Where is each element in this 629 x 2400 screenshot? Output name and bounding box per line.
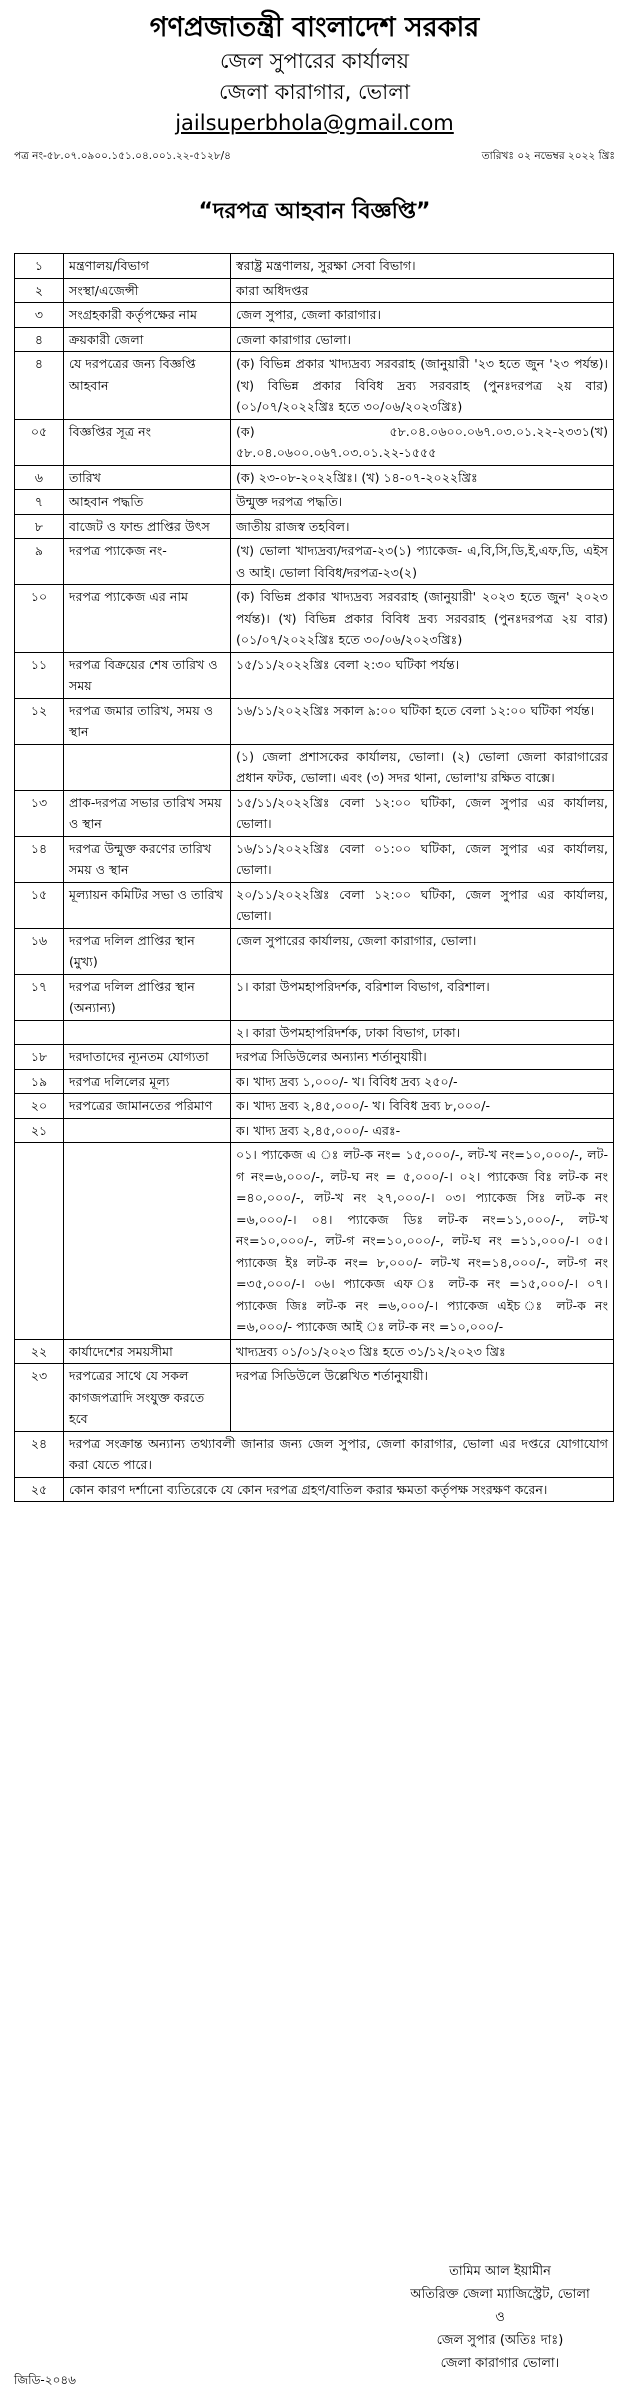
row-label: তারিখ [64,465,231,490]
row-label: দরপত্র উন্মুক্ত করণের তারিখ সময় ও স্থান [64,836,231,882]
row-label: বিজ্ঞপ্তির সূত্র নং [64,419,231,465]
row-value: জাতীয় রাজস্ব তহবিল। [231,514,614,539]
row-value: ১৫/১১/২০২২খ্রিঃ বেলা ২:৩০ ঘটিকা পর্যন্ত। [231,652,614,698]
row-number [15,1020,64,1045]
row-number: ২৩ [15,1364,64,1432]
table-row [15,514,614,539]
table-row [15,1339,614,1364]
letterhead [12,10,617,139]
row-value: ক। খাদ্য দ্রব্য ২,৪৫,০০০/- খ। বিবিধ দ্রব্য ৮,০০০/- [231,1094,614,1119]
row-number: ২৫ [15,1477,64,1502]
table-row [15,928,614,974]
row-value: ২। কারা উপমহাপরিদর্শক, ঢাকা বিভাগ, ঢাকা। [231,1020,614,1045]
table-row [15,882,614,928]
table-row [15,465,614,490]
row-value: জেল সুপারের কার্যালয়, জেলা কারাগার, ভোলা। [231,928,614,974]
table-row [15,1364,614,1432]
row-label [64,1020,231,1045]
signature-block [380,2260,620,2375]
table-row [15,1045,614,1070]
row-value: ১। কারা উপমহাপরিদর্শক, বরিশাল বিভাগ, বরিশাল। [231,974,614,1020]
signatory-name: তামিম আল ইয়ামীন [449,2264,551,2279]
office-name: জেল সুপারের কার্যালয় [219,49,410,73]
table-row [15,1020,614,1045]
row-label: দরপত্র দলিল প্রাপ্তির স্থান (অন্যান্য) [64,974,231,1020]
table-row [15,1094,614,1119]
table-row [15,419,614,465]
office-location: জেলা কারাগার, ভোলা [219,80,410,104]
row-value: ক। খাদ্য দ্রব্য ১,০০০/- খ। বিবিধ দ্রব্য ২৫০/- [231,1069,614,1094]
row-value: (ক) ২৩-০৮-২০২২খ্রিঃ। (খ) ১৪-০৭-২০২২খ্রিঃ [231,465,614,490]
row-value: কারা অধিদপ্তর [231,278,614,303]
row-label: ক্রয়কারী জেলা [64,327,231,352]
row-value: ২০/১১/২০২২খ্রিঃ বেলা ১২:০০ ঘটিকা, জেল সুপার এর কার্যালয়, ভোলা। [231,882,614,928]
row-text: কোন কারণ দর্শানো ব্যতিরেকে যে কোন দরপত্র গ্রহণ/বাতিল করার ক্ষমতা কর্তৃপক্ষ সংরক্ষণ করেন। [64,1477,614,1502]
table-row [15,352,614,420]
table-row [15,303,614,328]
row-label: দরপত্র দলিলের মূল্য [64,1069,231,1094]
row-number: ১৪ [15,836,64,882]
signatory-and: ও [495,2310,505,2325]
row-label: দরপত্র জমার তারিখ, সময় ও স্থান [64,698,231,744]
table-row [15,698,614,744]
row-number: ১১ [15,652,64,698]
row-label: দরপত্র প্যাকেজ এর নাম [64,585,231,653]
row-label [64,1118,231,1143]
row-value: ক। খাদ্য দ্রব্য ২,৪৫,০০০/- এরঃ- [231,1118,614,1143]
table-row [15,1143,614,1340]
row-number: ১৮ [15,1045,64,1070]
row-label: দরপত্র দলিল প্রাপ্তির স্থান (মুখ্য) [64,928,231,974]
row-label: দরপত্র প্যাকেজ নং- [64,539,231,585]
signatory-office: জেলা কারাগার ভোলা। [440,2356,560,2371]
row-label: কার্যাদেশের সময়সীমা [64,1339,231,1364]
row-number: ১৭ [15,974,64,1020]
row-value: দরপত্র সিডিউলের অন্যান্য শর্তানুযায়ী। [231,1045,614,1070]
row-label [64,744,231,790]
row-label: দরপত্রের জামানতের পরিমাণ [64,1094,231,1119]
row-label: বাজেট ও ফান্ড প্রাপ্তির উৎস [64,514,231,539]
row-label: দরপত্রের সাথে যে সকল কাগজপত্রাদি সংযুক্ত করতে হবে [64,1364,231,1432]
row-number: ৮ [15,514,64,539]
table-row [15,490,614,515]
government-title: গণপ্রজাতন্ত্রী বাংলাদেশ সরকার [149,12,480,43]
table-row [15,1431,614,1477]
table-row [15,974,614,1020]
row-value: ১৬/১১/২০২২খ্রিঃ বেলা ০১:০০ ঘটিকা, জেল সুপার এর কার্যালয়, ভোলা। [231,836,614,882]
row-number: ০৫ [15,419,64,465]
email-link[interactable]: jailsuperbhola@gmail.com [175,111,454,135]
row-number: ১ [15,254,64,279]
memo-line [12,149,617,166]
table-row [15,278,614,303]
row-number: ১২ [15,698,64,744]
signatory-designation: অতিরিক্ত জেলা ম্যাজিস্ট্রেট, ভোলা [410,2287,590,2302]
row-number [15,744,64,790]
table-row [15,790,614,836]
row-value: ০১। প্যাকেজ এ ঃ লট-ক নং= ১৫,০০০/-, লট-খ নং=১০,০০০/-, লট-গ নং=৬,০০০/-, লট-ঘ নং = ৫,০০০/-। ০২। প্যাকেজ বিঃ লট-ক নং =৪০,০০০/-, লট-খ নং ২৭,০০০/-। ০৩। প্যাকেজ সিঃ লট-ক নং =৬,০০০/-। ০৪। প্যাকেজ ডিঃ লট-ক নং=১১,০০০/-, লট-খ নং=১০,০০০/-, লট-গ নং=১০,০০০/-, লট-ঘ নং =১১,০০০/-। ০৫। প্যাকেজ ইঃ লট-ক নং= ৮,০০০/- লট-খ নং=১৪,০০০/-, লট-গ নং =৩৫,০০০/-। ০৬। প্যাকেজ এফ ঃ লট-ক নং =১৫,০০০/-। ০৭। প্যাকেজ জিঃ লট-ক নং =৬,০০০/-। প্যাকেজ এইচ ঃ লট-ক নং =৬,০০০/- প্যাকেজ আই ঃ লট-ক নং =১০,০০০/- [231,1143,614,1340]
row-label: মন্ত্রণালয়/বিভাগ [64,254,231,279]
row-label: সংগ্রহকারী কর্তৃপক্ষের নাম [64,303,231,328]
row-number: ১৬ [15,928,64,974]
row-label: প্রাক-দরপত্র সভার তারিখ সময় ও স্থান [64,790,231,836]
row-label: দরদাতাদের ন্যূনতম যোগ্যতা [64,1045,231,1070]
row-value: (১) জেলা প্রশাসকের কার্যালয়, ভোলা। (২) ভোলা জেলা কারাগারের প্রধান ফটক, ভোলা। এবং (৩) সদর থানা, ভোলা'য় রক্ষিত বাক্সে। [231,744,614,790]
table-row [15,1118,614,1143]
table-row [15,1477,614,1502]
row-number: ২২ [15,1339,64,1364]
row-value: (ক) বিভিন্ন প্রকার খাদ্যদ্রব্য সরবরাহ (জানুয়ারী '২৩ হতে জুন '২৩ পর্যন্ত)। (খ) বিভিন্ন প্রকার বিবিধ দ্রব্য সরবরাহ (পুনঃদরপত্র ২য় বার) (০১/০৭/২০২২খ্রিঃ হতে ৩০/০৬/২০২৩খ্রিঃ) [231,352,614,420]
row-value: দরপত্র সিডিউলে উল্লেখিত শর্তানুযায়ী। [231,1364,614,1432]
row-number: ১৯ [15,1069,64,1094]
row-number: ৭ [15,490,64,515]
tender-details-body [15,254,614,1502]
row-value: (ক) ৫৮.০৪.০৬০০.০৬৭.০৩.০১.২২-২৩৩১(খ) ৫৮.০৪.০৬০০.০৬৭.০৩.০১.২২-১৫৫৫ [231,419,614,465]
row-number: ১৫ [15,882,64,928]
row-value: স্বরাষ্ট্র মন্ত্রণালয়, সুরক্ষা সেবা বিভাগ। [231,254,614,279]
row-number: ১৩ [15,790,64,836]
table-row [15,254,614,279]
table-row [15,652,614,698]
table-row [15,585,614,653]
row-number: ১০ [15,585,64,653]
row-value: জেলা কারাগার ভোলা। [231,327,614,352]
row-value: উন্মুক্ত দরপত্র পদ্ধতি। [231,490,614,515]
table-row [15,1069,614,1094]
row-number: ২৪ [15,1431,64,1477]
table-row [15,744,614,790]
row-value: (ক) বিভিন্ন প্রকার খাদ্যদ্রব্য সরবরাহ (জানুয়ারী' ২০২৩ হতে জুন' ২০২৩ পর্যন্ত)। (খ) বিভিন্ন প্রকার বিবিধ দ্রব্য সরবরাহ (পুনঃদরপত্র ২য় বার) (০১/০৭/২০২২খ্রিঃ হতে ৩০/০৬/২০২৩খ্রিঃ) [231,585,614,653]
row-value: ১৬/১১/২০২২খ্রিঃ সকাল ৯:০০ ঘটিকা হতে বেলা ১২:০০ ঘটিকা পর্যন্ত। [231,698,614,744]
row-label: মূল্যায়ন কমিটির সভা ও তারিখ [64,882,231,928]
row-label: যে দরপত্রের জন্য বিজ্ঞপ্তি আহবান [64,352,231,420]
row-label: সংস্থা/এজেন্সী [64,278,231,303]
footer-code: জিডি-২০৪৬ [14,2373,76,2387]
row-number: ২১ [15,1118,64,1143]
signatory-role: জেল সুপার (অতিঃ দাঃ) [436,2333,564,2348]
row-text: দরপত্র সংক্রান্ত অন্যান্য তথ্যাবলী জানার জন্য জেল সুপার, জেলা কারাগার, ভোলা এর দপ্তরে যোগাযোগ করা যেতে পারে। [64,1431,614,1477]
table-row [15,327,614,352]
row-value: (খ) ভোলা খাদ্যদ্রব্য/দরপত্র-২৩(১) প্যাকেজ- এ,বি,সি,ডি,ই,এফ,ডি, এইস ও আই। ভোলা বিবিধ/দরপত্র-২৩(২) [231,539,614,585]
row-label [64,1143,231,1340]
row-number: ৪ [15,327,64,352]
row-number: ৪ [15,352,64,420]
row-label: দরপত্র বিক্রয়ের শেষ তারিখ ও সময় [64,652,231,698]
memo-reference: পত্র নং-৫৮.০৭.০৯০০.১৫১.০৪.০০১.২২-৫১২৮/৪ [14,150,231,162]
row-number: ২০ [15,1094,64,1119]
table-row [15,539,614,585]
row-number: ৬ [15,465,64,490]
row-value: জেল সুপার, জেলা কারাগার। [231,303,614,328]
row-number: ৯ [15,539,64,585]
row-number [15,1143,64,1340]
row-number: ২ [15,278,64,303]
row-value: ১৫/১১/২০২২খ্রিঃ বেলা ১২:০০ ঘটিকা, জেল সুপার এর কার্যালয়, ভোলা। [231,790,614,836]
row-label: আহবান পদ্ধতি [64,490,231,515]
table-row [15,836,614,882]
notice-title: “দরপত্র আহবান বিজ্ঞপ্তি” [198,199,431,224]
row-number: ৩ [15,303,64,328]
row-value: খাদ্যদ্রব্য ০১/০১/২০২৩ খ্রিঃ হতে ৩১/১২/২০২৩ খ্রিঃ [231,1339,614,1364]
memo-date: তারিখঃ ০২ নভেম্বর ২০২২ খ্রিঃ [481,150,615,162]
tender-details-table [14,253,614,1502]
